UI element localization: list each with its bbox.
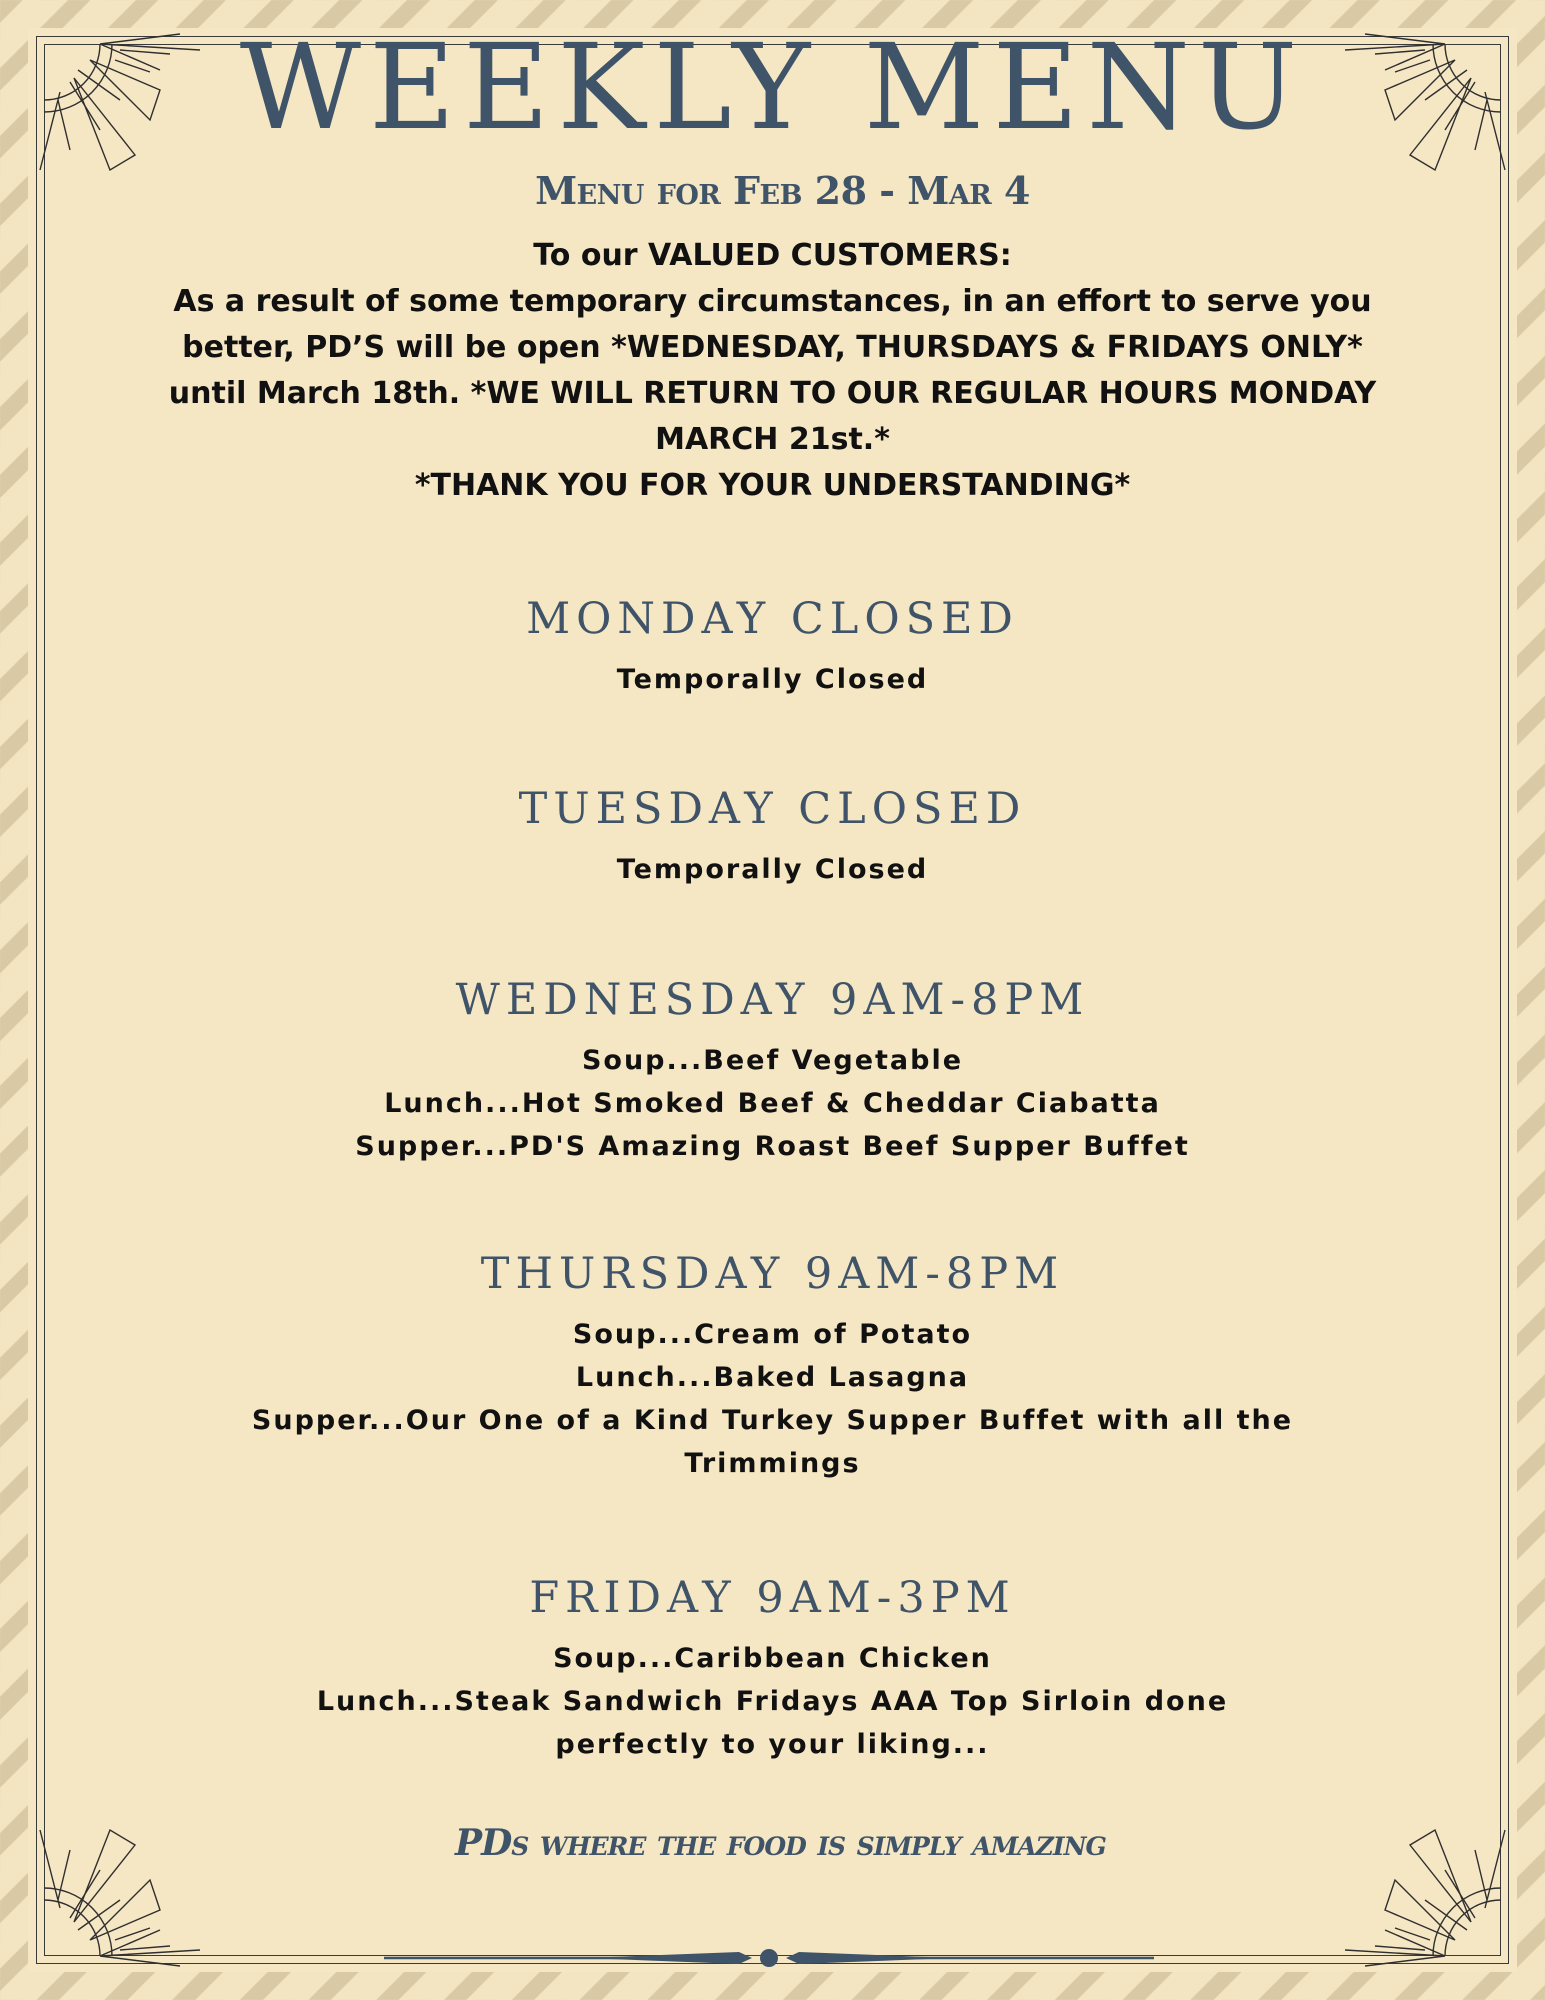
menu-item: perfectly to your liking... <box>555 1729 990 1760</box>
notice-line: As a result of some temporary circumstances, in an effort to serve you <box>173 284 1372 319</box>
notice-line: To our VALUED CUSTOMERS: <box>533 238 1012 273</box>
day-heading: FRIDAY 9AM-3PM <box>529 1573 1016 1623</box>
corner-ornament-bottom-right <box>1325 1780 1515 1970</box>
menu-item: Soup...Cream of Potato <box>572 1319 973 1350</box>
day-items <box>0 848 1545 891</box>
day-monday <box>0 594 1545 701</box>
page-title: WEEKLY MENU <box>239 18 1306 156</box>
menu-item: Supper...Our One of a Kind Turkey Supper Buffet with all the <box>251 1405 1294 1436</box>
menu-item: Soup...Beef Vegetable <box>581 1045 964 1076</box>
day-heading: WEDNESDAY 9AM-8PM <box>455 975 1090 1025</box>
menu-item: Soup...Caribbean Chicken <box>553 1643 992 1674</box>
menu-item: Temporally Closed <box>616 664 929 695</box>
day-heading: TUESDAY CLOSED <box>518 784 1027 834</box>
menu-item: Temporally Closed <box>616 854 929 885</box>
menu-date-range: Menu for Feb 28 - Mar 4 <box>535 168 1030 213</box>
menu-item: Trimmings <box>684 1448 861 1479</box>
menu-item: Lunch...Hot Smoked Beef & Cheddar Ciabatta <box>384 1088 1161 1119</box>
day-thursday <box>0 1249 1545 1485</box>
menu-item: Lunch...Baked Lasagna <box>575 1362 970 1393</box>
day-heading: MONDAY CLOSED <box>526 594 1019 644</box>
notice-line: MARCH 21st.* <box>655 422 890 457</box>
customer-notice <box>160 233 1385 509</box>
day-items <box>0 1637 1545 1766</box>
ornamental-divider <box>384 1943 1154 1973</box>
day-items <box>0 658 1545 701</box>
notice-line: *THANK YOU FOR YOUR UNDERSTANDING* <box>414 468 1131 503</box>
day-items <box>0 1313 1545 1485</box>
menu-item: Supper...PD'S Amazing Roast Beef Supper Buffet <box>355 1131 1190 1162</box>
day-heading: THURSDAY 9AM-8PM <box>480 1249 1065 1299</box>
corner-ornament-bottom-left <box>30 1780 220 1970</box>
day-wednesday <box>0 975 1545 1168</box>
day-items <box>0 1039 1545 1168</box>
notice-line: better, PD’S will be open *WEDNESDAY, THURSDAYS & FRIDAYS ONLY* <box>182 330 1363 365</box>
menu-item: Lunch...Steak Sandwich Fridays AAA Top Sirloin done <box>316 1686 1229 1717</box>
tagline: PDs where the food is simply amazing <box>455 1822 1106 1864</box>
notice-line: until March 18th. *WE WILL RETURN TO OUR REGULAR HOURS MONDAY <box>168 376 1377 411</box>
day-tuesday <box>0 784 1545 891</box>
day-friday <box>0 1573 1545 1766</box>
